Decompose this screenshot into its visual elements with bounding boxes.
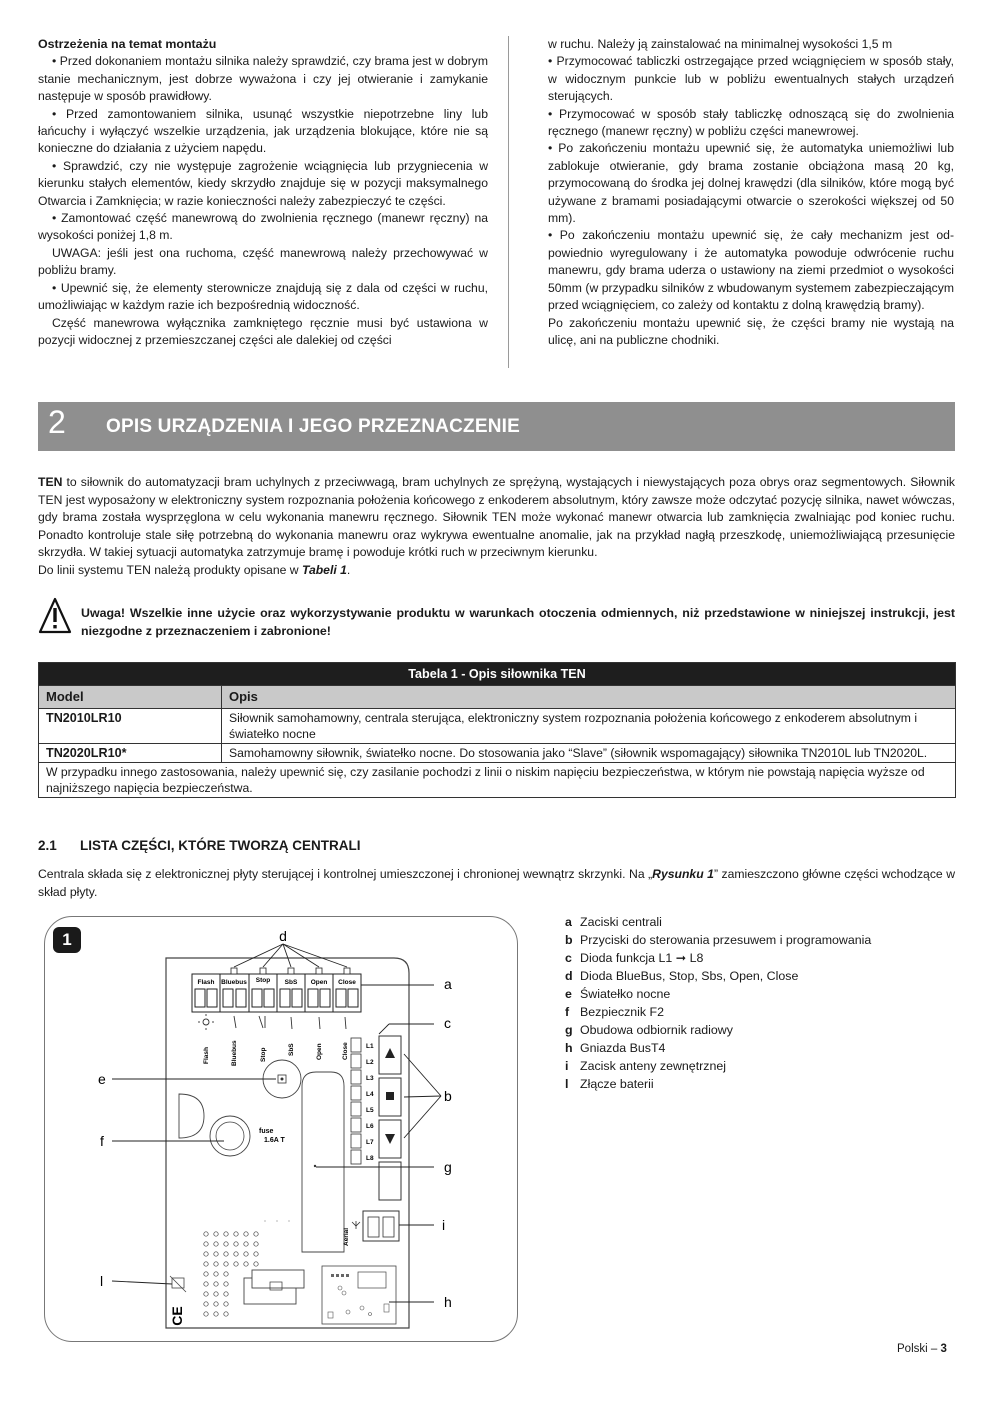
led-label: L2 — [366, 1059, 374, 1066]
footer-language: Polski – — [897, 1343, 941, 1355]
table-cell-model: TN2010LR10 — [39, 709, 222, 744]
terminal-label: SbS — [284, 979, 298, 986]
vertical-label: Bluebus — [231, 1040, 238, 1066]
right-paragraph: • Przymocować tabliczki ostrzegające przed wciągnięciem w sposób stały, w widocznym punkcie lub w pobliżu ewentualnych stałych urządzeń sterujących. — [548, 54, 954, 104]
legend-item — [565, 931, 871, 949]
table-caption: Tabela 1 - Opis siłownika TEN — [39, 663, 956, 686]
legend-key: d — [565, 969, 573, 983]
control-buttons — [379, 1036, 401, 1200]
subsection-text-prefix: Centrala składa się z elektronicznej płyty sterującej i kontrolnej umieszczonej i chronionej wewnątrz skrzynki. Na „ — [38, 867, 653, 881]
legend-item — [565, 1075, 871, 1093]
table-note: W przypadku innego zastosowania, należy upewnić się, czy zasilanie pochodzi z linii o niskim napięciu bezpieczeństwa, w którym nie powstają napięcia wyższe od najniższego napięcia bezpieczeństwa. — [39, 763, 956, 798]
led-label: L1 — [366, 1043, 374, 1050]
legend-text: Dioda funkcja L1 ➞ L8 — [580, 951, 704, 965]
intro-body: to siłownik do automatyzacji bram uchylnych z przeciwwagą, bram uchylnych ze sprężyną, wystających i niewystających poza obrys oraz segmentowych. Siłownik TEN jest wyposażony w elektroniczny system rozpoznania położenia końcowego z enkoderem absolutnym, który zawsze może odczytać pozycję silnika, nawet wówczas, gdy brama została wysprzęglona w celu wykonania manewru ręcznego. Siłownik TEN może wykonać manewr otwarcia lub zamknięcia zwalniając pod koniec ruchu. Ponadto kontroluje stale siłę potrzebną do wykonania manewru oraz wykrywa ewentualne anomalie, jak na przykład nagłą przeszkodę, uniemożliwiającą przesunięcie skrzydła. W takiej sytuacji automatyka zatrzymuje bramę i powoduje krótki ruch w przeciwnym kierunku. — [38, 475, 955, 559]
right-paragraph: • Po zakończeniu montażu upewnić się, że automatyka uniemożliwi lub zablokuje otwieranie, gdy brama zostanie obciążona masą 20 kg, przymocowaną do środka jej dolnej krawędzi (dla silników, które mogą być używane z bramami posiadającymi otwarcie o szerokości większej od 50 mm). — [548, 141, 954, 226]
section-number: 2 — [48, 404, 66, 440]
page-footer — [897, 1343, 947, 1355]
right-paragraph: Po zakończeniu montażu upewnić się, że części bramy nie wystają na ulicę, ani na publiczne chodniki. — [548, 315, 954, 347]
figure-legend — [565, 913, 871, 1093]
intro-lead: TEN — [38, 475, 63, 489]
spec-table — [38, 662, 956, 798]
fuse-label: fuse — [259, 1128, 274, 1135]
callout-c: c — [444, 1015, 451, 1031]
radio-receiver-housing — [302, 1072, 344, 1252]
callout-l: l — [100, 1273, 104, 1289]
legend-text: Obudowa odbiornik radiowy — [580, 1023, 733, 1037]
legend-key: c — [565, 951, 572, 965]
table-header-model: Model — [39, 686, 222, 709]
legend-key: e — [565, 987, 572, 1001]
table-note-row — [39, 763, 956, 798]
table-cell-description: Siłownik samohamowny, centrala sterująca, elektroniczny system rozpoznania położenia końcowego z enkoderem absolutnym i światełko nocne — [222, 709, 956, 744]
legend-key: i — [565, 1059, 569, 1073]
callout-e: e — [98, 1071, 106, 1087]
led-label: L3 — [366, 1075, 374, 1082]
warning-text: Uwaga! Wszelkie inne użycie oraz wykorzystywanie produktu w warunkach otoczenia odmiennych, niż przedstawione w niniejszej instrukcji, jest niezgodne z przeznaczeniem i zabronione! — [81, 606, 955, 638]
left-paragraph: UWAGA: jeśli jest ona ruchoma, część manewrową należy przechowywać w pobliżu bramy. — [38, 245, 488, 278]
legend-text: Dioda BlueBus, Stop, Sbs, Open, Close — [580, 969, 799, 983]
callout-d: d — [279, 928, 287, 944]
legend-item — [565, 949, 871, 967]
terminal-label: Bluebus — [221, 979, 247, 986]
led-label: L4 — [366, 1091, 374, 1098]
left-paragraph: • Przed dokonaniem montażu silnika należy sprawdzić, czy brama jest w dobrym stanie mechanicznym, jest dobrze wyważona i czy jej otwieranie i zamykanie następuje w sposób prawidłowy. — [38, 54, 488, 104]
intro-line2-suffix: . — [346, 562, 351, 577]
vertical-label: Open — [316, 1043, 323, 1060]
right-paragraph: • Po zakończeniu montażu upewnić się, że cały mechanizm jest odpowiednio wyregulowany i że automatyka powoduje odwrócenie ruchu manewru, gdy brama uderza o ustawiony na ziemi przedmiot o wysokości 50mm (w przypadku silników z wbudowanym systemem zabezpieczającym przed wciągnięciem, co zależy od kontaktu z dolną krawędzią bramy). — [548, 228, 954, 313]
vertical-label: Stop — [260, 1047, 267, 1062]
vertical-label: Flash — [203, 1047, 210, 1064]
terminal-label: Flash — [197, 979, 215, 986]
legend-text: Bezpiecznik F2 — [580, 1005, 665, 1019]
left-paragraph: • Sprawdzić, czy nie występuje zagrożenie wciągnięcia lub przygniecenia w kierunku stałych elementów, kiedy skrzydło znajduje się w pozycji maksymalnego Otwarcia i Zamknięcia; w razie konieczności należy zabezpieczyć te części. — [38, 158, 488, 208]
terminal-label: Open — [310, 979, 328, 986]
legend-text: Światełko nocne — [580, 987, 671, 1001]
legend-item — [565, 1039, 871, 1057]
left-column-body — [38, 53, 488, 349]
legend-item — [565, 1003, 871, 1021]
left-paragraph: • Upewnić się, że elementy sterownicze znajdują się z dala od części w ruchu, umożliwiając w każdym razie ich bezpośrednią widoczność. — [38, 280, 488, 313]
legend-text: Przyciski do sterowania przesuwem i programowania — [580, 933, 872, 947]
fuse-value: 1.6A T — [264, 1137, 285, 1144]
legend-item — [565, 985, 871, 1003]
left-column — [38, 36, 488, 349]
battery-crossed-icon — [170, 1276, 186, 1292]
callout-b: b — [444, 1088, 452, 1104]
led-label: L5 — [366, 1107, 374, 1114]
table-cell-description: Samohamowny siłownik, światełko nocne. Do stosowania jako “Slave” (siłownik wspomagający) siłownika TN2010L lub TN2020L. — [222, 744, 956, 763]
legend-key: f — [565, 1005, 570, 1019]
legend-text: Zaciski centrali — [580, 915, 662, 929]
right-column — [548, 36, 954, 349]
figure-number: 1 — [53, 927, 81, 953]
terminal-label: Close — [338, 979, 356, 986]
vent-grid — [204, 1232, 258, 1316]
legend-key: b — [565, 933, 573, 947]
legend-item — [565, 1021, 871, 1039]
table-row — [39, 744, 956, 763]
figure-reference-link[interactable]: Rysunku 1 — [652, 867, 714, 881]
legend-item — [565, 913, 871, 931]
page-number: 3 — [940, 1343, 947, 1355]
led-label: L8 — [366, 1155, 374, 1162]
subsection-number: 2.1 — [38, 838, 57, 853]
led-label: L7 — [366, 1139, 374, 1146]
legend-key: g — [565, 1023, 573, 1037]
legend-text: Zacisk anteny zewnętrznej — [580, 1059, 727, 1073]
callout-d-lines — [234, 944, 347, 967]
table-cell-model: TN2020LR10* — [39, 744, 222, 763]
warning-triangle-icon — [38, 596, 72, 636]
legend-key: l — [565, 1077, 569, 1091]
callout-g: g — [444, 1159, 452, 1175]
left-paragraph: • Zamontować część manewrową do zwolnienia ręcznego (manewr ręczny) na wysokości poniżej 1,8 m. — [38, 211, 488, 243]
terminal-label: Stop — [255, 977, 271, 984]
callout-i: i — [442, 1217, 446, 1233]
legend-item — [565, 1057, 871, 1075]
legend-key: h — [565, 1041, 573, 1055]
callout-h: h — [444, 1294, 452, 1310]
legend-text: Złącze baterii — [580, 1077, 654, 1091]
vertical-label: SbS — [288, 1043, 295, 1056]
left-column-title: Ostrzeżenia na temat montażu — [38, 37, 217, 51]
legend-text: Gniazda BusT4 — [580, 1041, 666, 1055]
aerial-label: Aerial — [343, 1227, 350, 1246]
section-title: OPIS URZĄDZENIA I JEGO PRZEZNACZENIE — [106, 416, 520, 437]
subsection-title: LISTA CZĘŚCI, KTÓRE TWORZĄ CENTRALI — [80, 838, 361, 853]
right-paragraph: • Przymocować w sposób stały tabliczkę odnoszącą się do zwolnienia ręcznego (manewr ręczny) w pobliżu części manewrowej. — [548, 106, 954, 139]
left-paragraph: Część manewrowa wyłącznika zamkniętego ręcznie musi być ustawiona w pozycji widocznej z przemieszczanej części ale dalekiej od części — [38, 315, 488, 347]
right-paragraph: w ruchu. Należy ją zainstalować na minimalnej wysokości 1,5 m — [548, 37, 893, 51]
table-header-description: Opis — [222, 686, 956, 709]
column-divider — [508, 36, 509, 368]
led-column — [351, 1038, 361, 1164]
legend-item — [565, 967, 871, 985]
subsection-text-suffix: ” zamieszczono główne części wchodzące w skład płyty. — [38, 867, 956, 899]
callout-a: a — [444, 976, 452, 992]
table-reference-link[interactable]: Tabeli 1 — [301, 562, 347, 577]
callout-f: f — [100, 1133, 104, 1149]
intro-line2: Do linii systemu TEN należą produkty opisane w — [38, 562, 302, 577]
control-board-diagram — [44, 916, 516, 1340]
left-paragraph: • Przed zamontowaniem silnika, usunąć wszystkie niepotrzebne liny lub łańcuchy i wyłączyć wszelkie urządzenia, jak urządzenia blokujące, które nie są konieczne do działania z użyciem napędu. — [38, 106, 488, 156]
led-label: L6 — [366, 1123, 374, 1130]
subsection-text — [38, 866, 955, 901]
table-row — [39, 709, 956, 744]
intro-text — [38, 474, 955, 579]
vertical-label: Close — [342, 1042, 349, 1060]
stop-square-icon — [386, 1092, 394, 1100]
legend-key: a — [565, 915, 572, 929]
ce-mark: CE — [169, 1306, 185, 1326]
terminal-block — [192, 974, 361, 1012]
